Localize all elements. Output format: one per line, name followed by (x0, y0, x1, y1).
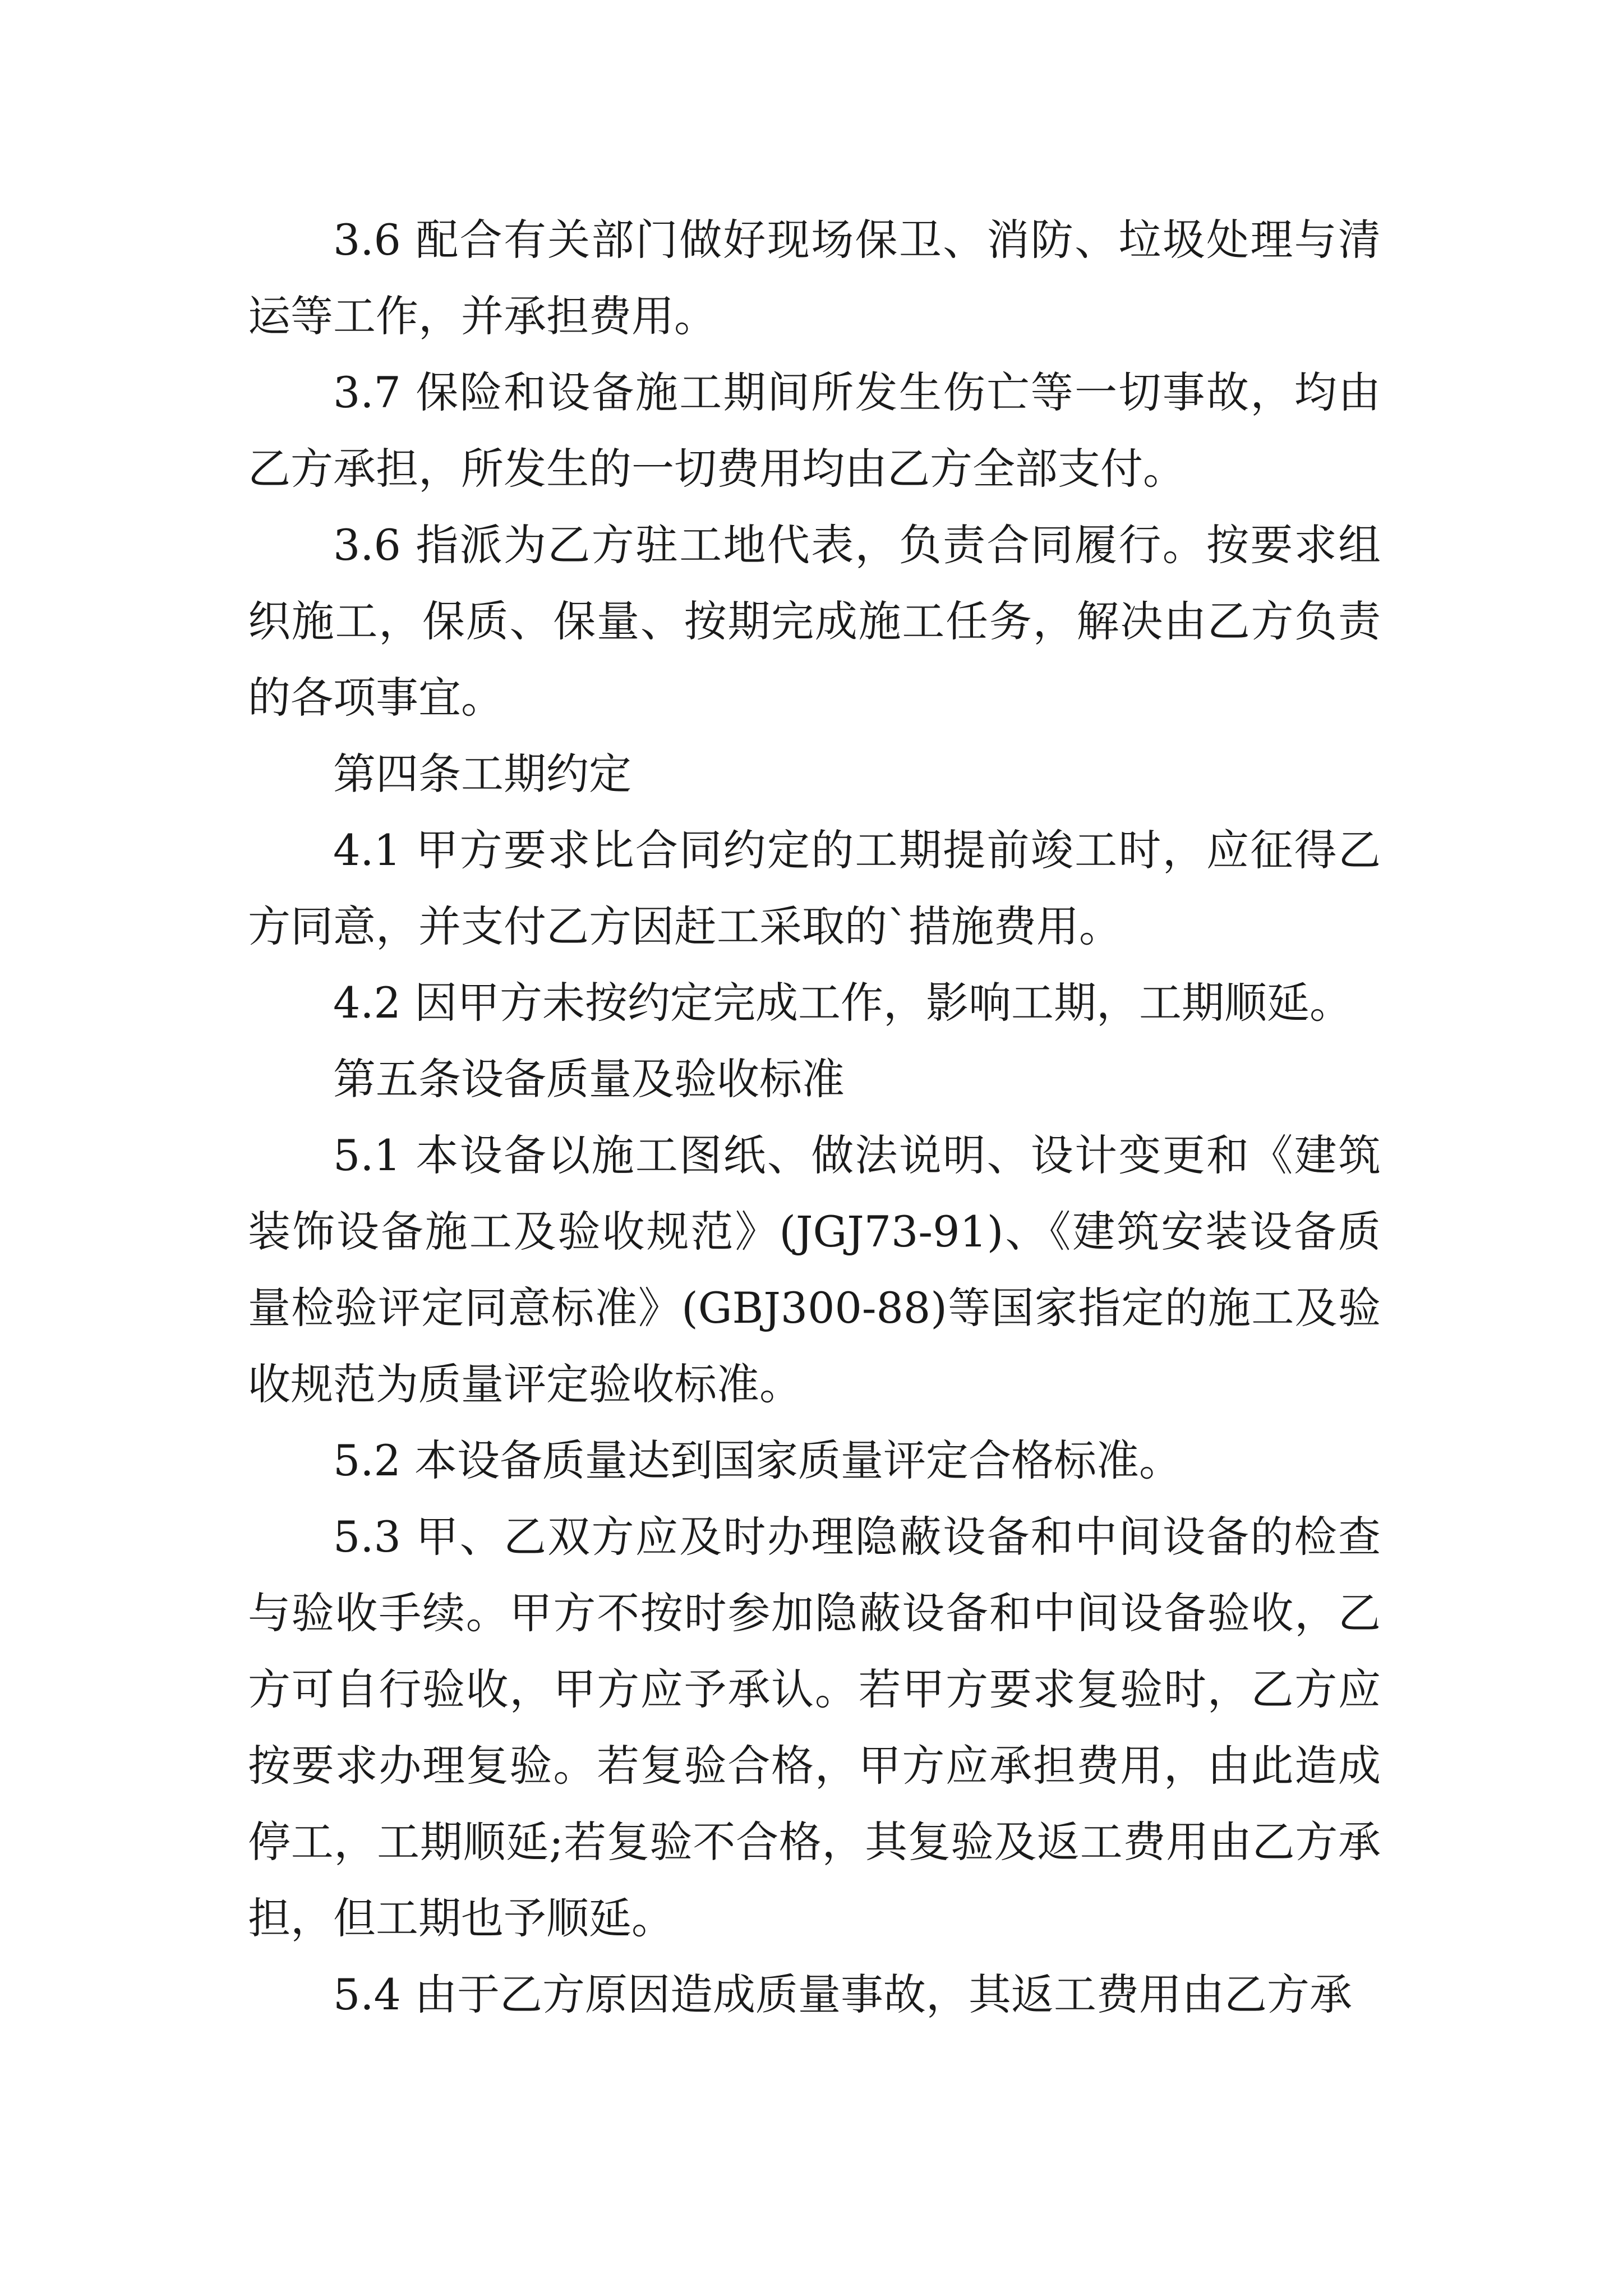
paragraph-5-1: 5.1 本设备以施工图纸、做法说明、设计变更和《建筑装饰设备施工及验收规范》(JGJ73-91)、《建筑安装设备质量检验评定同意标准》(GBJ300-88)等国家指定的施工及验收规范为质量评定验收标准。 (248, 1130, 1381, 1409)
paragraph-3-6-site-security: 3.6 配合有关部门做好现场保卫、消防、垃圾处理与清运等工作，并承担费用。 (248, 215, 1381, 341)
paragraph-4-2: 4.2 因甲方未按约定完成工作，影响工期，工期顺延。 (333, 978, 1353, 1028)
paragraph-3-6-site-representative: 3.6 指派为乙方驻工地代表，负责合同履行。按要求组织施工，保质、保量、按期完成施工任务，解决由乙方负责的各项事宜。 (248, 520, 1381, 723)
section-heading-article-5: 第五条设备质量及验收标准 (333, 1054, 845, 1104)
paragraph-5-2: 5.2 本设备质量达到国家质量评定合格标准。 (333, 1435, 1182, 1485)
section-heading-article-4: 第四条工期约定 (333, 749, 631, 799)
paragraph-5-3: 5.3 甲、乙双方应及时办理隐蔽设备和中间设备的检查与验收手续。甲方不按时参加隐蔽设备和中间设备验收，乙方可自行验收，甲方应予承认。若甲方要求复验时，乙方应按要求办理复验。若复验合格，甲方应承担费用，由此造成停工，工期顺延;若复验不合格，其复验及返工费用由乙方承担，但工期也予顺延。 (248, 1512, 1381, 1943)
document-body (248, 202, 1381, 2033)
paragraph-4-1: 4.1 甲方要求比合同约定的工期提前竣工时，应征得乙方同意，并支付乙方因赶工采取的`措施费用。 (248, 825, 1381, 951)
paragraph-3-7-insurance: 3.7 保险和设备施工期间所发生伤亡等一切事故，均由乙方承担，所发生的一切费用均由乙方全部支付。 (248, 367, 1381, 494)
paragraph-5-4: 5.4 由于乙方原因造成质量事故，其返工费用由乙方承 (333, 1970, 1353, 2019)
